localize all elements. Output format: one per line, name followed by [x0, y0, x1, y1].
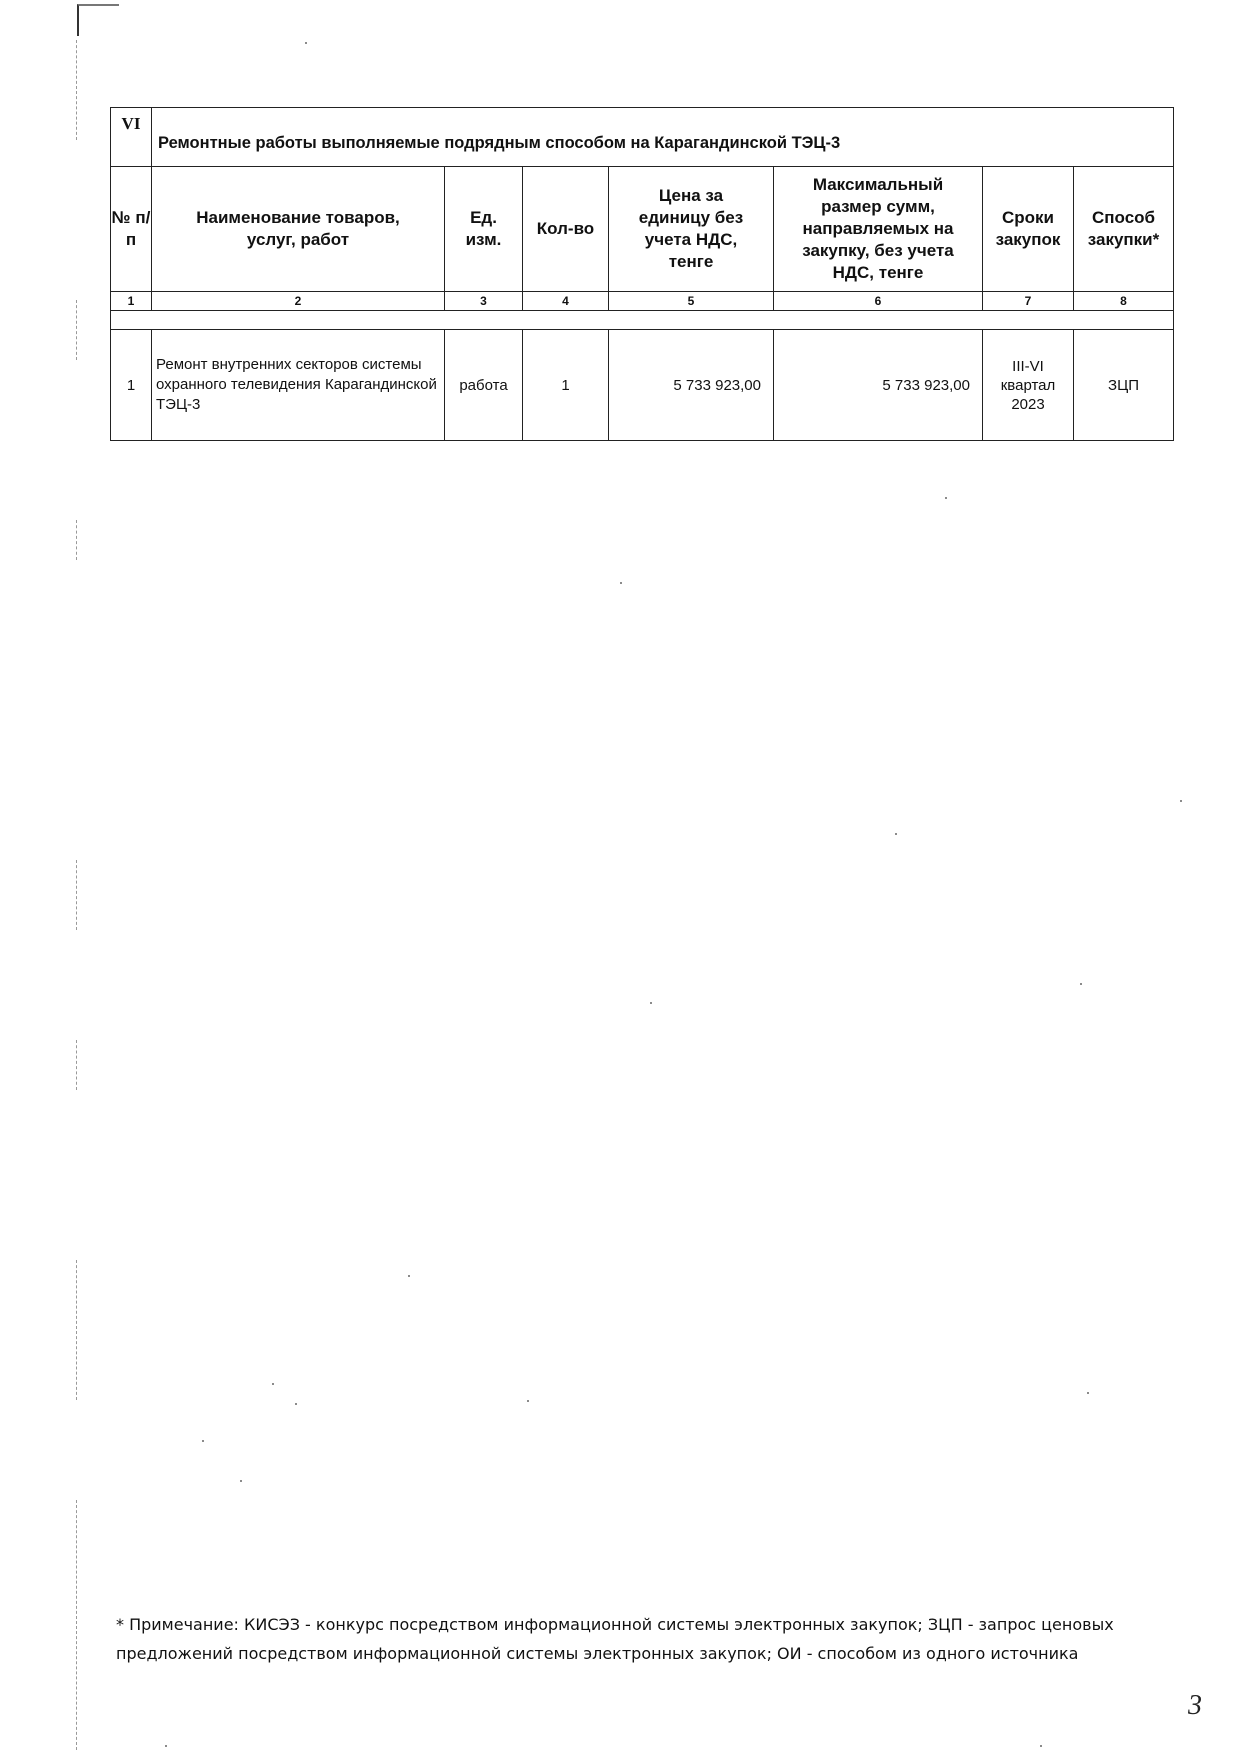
scan-speck: [295, 1403, 297, 1405]
scan-speck: [240, 1480, 242, 1482]
scan-corner-mark: [77, 4, 119, 36]
quantity: 1: [523, 330, 609, 441]
column-header: Сроки закупок: [983, 167, 1074, 292]
column-index: 8: [1074, 292, 1174, 311]
scan-speck: [1040, 1745, 1042, 1747]
footnote: * Примечание: КИСЭЗ - конкурс посредством информационной системы электронных закупок; ЗЦП - запрос ценовых предложений посредством информационной системы электронных закупок; ОИ - способом из одного источника: [116, 1615, 1114, 1663]
scan-speck: [650, 1002, 652, 1004]
unit-of-measure: работа: [445, 330, 523, 441]
column-index: 6: [774, 292, 983, 311]
column-index-row: [111, 292, 1174, 311]
section-title: Ремонтные работы выполняемые подрядным способом на Карагандинской ТЭЦ-3: [152, 108, 1174, 167]
scan-speck: [895, 833, 897, 835]
column-index: 4: [523, 292, 609, 311]
column-index: 7: [983, 292, 1074, 311]
column-header: Наименование товаров, услуг, работ: [152, 167, 445, 292]
scan-speck: [202, 1440, 204, 1442]
column-header: Способ закупки*: [1074, 167, 1174, 292]
procurement-period: III-VI квартал 2023: [983, 330, 1074, 441]
scan-speck: [620, 582, 622, 584]
column-index: 3: [445, 292, 523, 311]
scan-speck: [1087, 1392, 1089, 1394]
scan-speck: [305, 42, 307, 44]
spacer-cell: [111, 311, 1174, 330]
section-number: VI: [111, 108, 152, 167]
max-amount: 5 733 923,00: [774, 330, 983, 441]
column-header: Ед. изм.: [445, 167, 523, 292]
column-index: 5: [609, 292, 774, 311]
procurement-plan-table: [110, 107, 1174, 441]
column-index: 1: [111, 292, 152, 311]
scan-edge-line: [76, 1260, 78, 1400]
column-header: № п/п: [111, 167, 152, 292]
scan-edge-line: [76, 40, 78, 140]
scan-edge-line: [76, 860, 78, 930]
unit-price: 5 733 923,00: [609, 330, 774, 441]
page-number: 3: [1188, 1690, 1202, 1721]
scan-edge-line: [76, 1500, 78, 1750]
scan-speck: [1180, 800, 1182, 802]
scan-speck: [165, 1745, 167, 1747]
column-header-row: [111, 167, 1174, 292]
column-header: Кол-во: [523, 167, 609, 292]
section-header-row: [111, 108, 1174, 167]
item-name: Ремонт внутренних секторов системы охранного телевидения Карагандинской ТЭЦ-3: [152, 330, 445, 441]
scan-speck: [1080, 983, 1082, 985]
column-index: 2: [152, 292, 445, 311]
scan-speck: [945, 497, 947, 499]
procurement-method: ЗЦП: [1074, 330, 1174, 441]
column-header: Максимальный размер сумм, направляемых на закупку, без учета НДС, тенге: [774, 167, 983, 292]
spacer-row: [111, 311, 1174, 330]
scan-edge-line: [76, 300, 78, 360]
scan-edge-line: [76, 1040, 78, 1090]
scan-speck: [408, 1275, 410, 1277]
scan-edge-line: [76, 520, 78, 560]
row-number: 1: [111, 330, 152, 441]
scan-speck: [272, 1383, 274, 1385]
scan-speck: [527, 1400, 529, 1402]
table-row: [111, 330, 1174, 441]
column-header: Цена за единицу без учета НДС, тенге: [609, 167, 774, 292]
